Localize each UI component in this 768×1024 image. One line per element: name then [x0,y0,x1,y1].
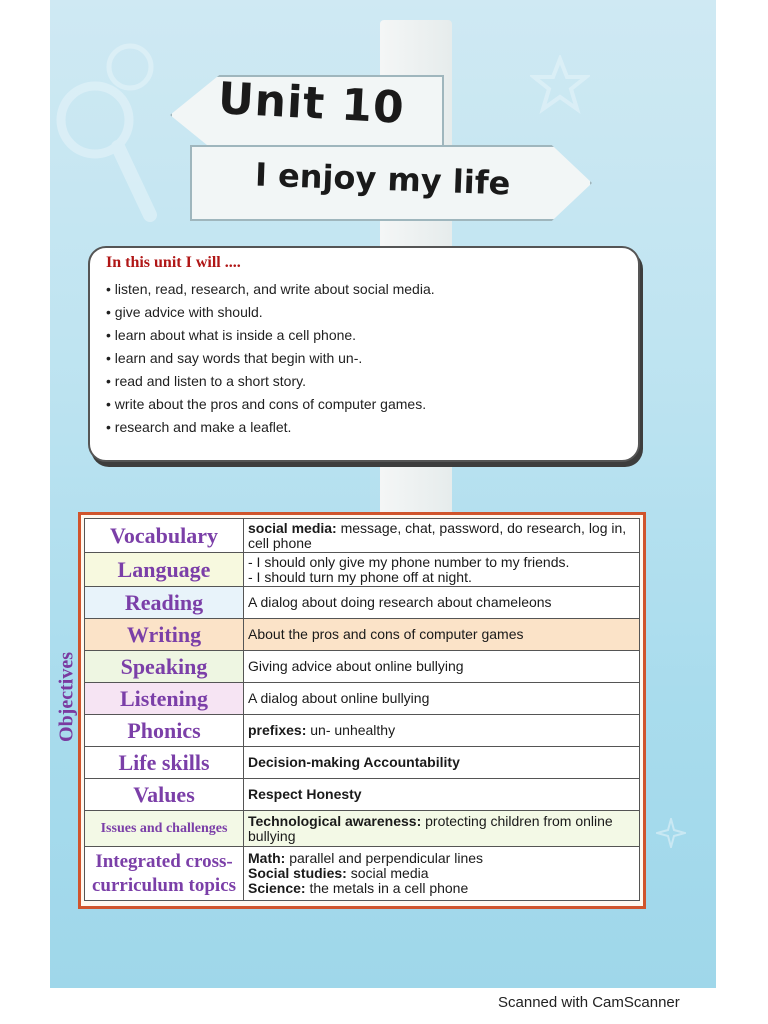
objective-key: Speaking [85,651,244,683]
table-row [85,847,640,901]
list-item: • write about the pros and cons of computer games. [106,393,435,416]
objective-value: social media: message, chat, password, do research, log in, cell phone [244,519,640,553]
objective-value: prefixes: un- unhealthy [244,715,640,747]
table-row [85,779,640,811]
intro-heading: In this unit I will .... [106,254,241,271]
objective-value: A dialog about online bullying [244,683,640,715]
objective-key: Reading [85,587,244,619]
table-row [85,715,640,747]
table-row [85,619,640,651]
objective-value: Math: parallel and perpendicular lines Social studies: social media Science: the metals in a cell phone [244,847,640,901]
table-row [85,747,640,779]
objective-key: Vocabulary [85,519,244,553]
list-item: • learn about what is inside a cell phone. [106,324,435,347]
table-row [85,553,640,587]
letter-b-icon [105,42,155,92]
objective-value: About the pros and cons of computer games [244,619,640,651]
list-item: • research and make a leaflet. [106,416,435,439]
table-row [85,683,640,715]
list-item: • listen, read, research, and write about social media. [106,278,435,301]
unit-title: Unit 10 [216,73,406,134]
intro-box [88,246,640,462]
star-icon [530,55,590,115]
sparkle-icon [656,818,686,848]
objective-value: A dialog about doing research about chameleons [244,587,640,619]
table-row [85,811,640,847]
objective-key: Language [85,553,244,587]
objective-value: Giving advice about online bullying [244,651,640,683]
page [50,0,716,988]
objective-key: Values [85,779,244,811]
objectives-table [78,512,646,909]
list-item: • read and listen to a short story. [106,370,435,393]
objective-key: Phonics [85,715,244,747]
objective-value: - I should only give my phone number to my friends. - I should turn my phone off at night. [244,553,640,587]
objective-value: Respect Honesty [244,779,640,811]
objectives-label: Objectives [55,652,78,742]
objective-value: Technological awareness: protecting children from online bullying [244,811,640,847]
objective-key: Life skills [85,747,244,779]
table-row [85,651,640,683]
magnifier-icon [50,75,160,225]
objective-key: Writing [85,619,244,651]
list-item: • learn and say words that begin with un-. [106,347,435,370]
objective-key: Issues and challenges [85,811,244,847]
table-row [85,519,640,553]
unit-subtitle: I enjoy my life [254,155,511,203]
objective-key: Integrated cross- curriculum topics [85,847,244,901]
list-item: • give advice with should. [106,301,435,324]
table-row [85,587,640,619]
scanner-watermark: Scanned with CamScanner [498,994,680,1011]
objective-key: Listening [85,683,244,715]
objective-value: Decision-making Accountability [244,747,640,779]
intro-list [106,278,435,439]
